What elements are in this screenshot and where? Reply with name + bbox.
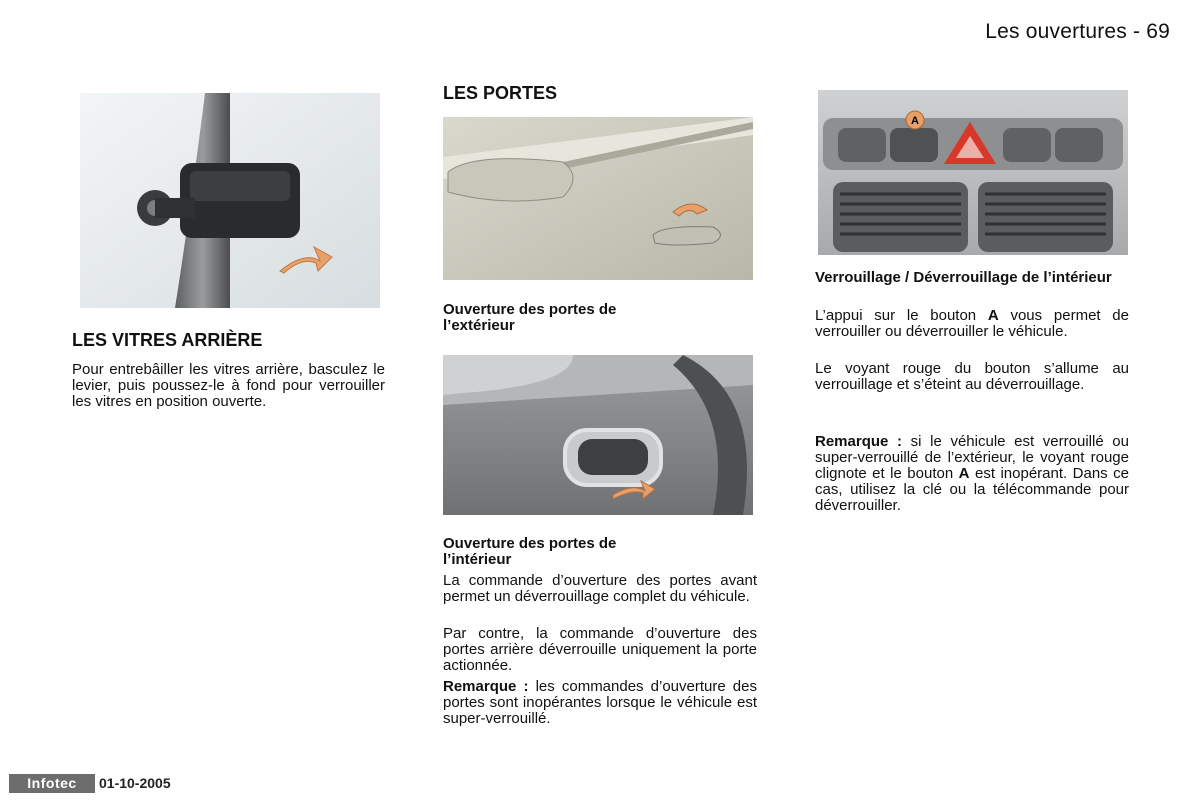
brand-logo: Infotec — [9, 774, 95, 793]
p1-start: L’appui sur le bouton — [815, 307, 988, 324]
rear-windows-heading: LES VITRES ARRIÈRE — [72, 330, 263, 350]
interior-door-handle-image — [443, 355, 753, 515]
exterior-door-handle-image — [443, 117, 753, 280]
remark-label: Remarque : — [443, 678, 529, 695]
p1-button-letter: A — [987, 307, 999, 324]
image-callout-a: A — [911, 115, 919, 127]
central-locking-heading: Verrouillage / Déverrouillage de l’intérieur — [815, 269, 1112, 286]
remark-label: Remarque : — [815, 433, 903, 450]
remark-end: est inopérant. Dans ce cas, utilisez la clé ou la télécommande pour déverrouiller. — [815, 465, 1129, 514]
doors-remark — [443, 679, 757, 727]
remark-start: si le véhicule est verrouillé ou super-verrouillé de l’extérieur, le voyant rouge clignote et le bouton — [815, 433, 1129, 482]
exterior-opening-heading: Ouverture des portes de l’extérieur — [443, 301, 617, 334]
interior-opening-text-1: La commande d’ouverture des portes avant permet un déverrouillage complet du véhicule. — [443, 572, 757, 605]
remark-button-letter: A — [958, 465, 970, 482]
central-locking-text-2: Le voyant rouge du bouton s’allume au verrouillage et s’éteint au déverrouillage. — [815, 360, 1129, 393]
edition-date: 01-10-2005 — [99, 775, 171, 791]
remark-text: les commandes d’ouverture des portes sont inopérantes lorsque le véhicule est super-verrouillé. — [443, 678, 757, 727]
interior-opening-heading: Ouverture des portes de l’intérieur — [443, 535, 617, 568]
p1-end: vous permet de verrouiller ou déverrouiller le véhicule. — [815, 307, 1129, 340]
doors-heading: LES PORTES — [443, 83, 558, 103]
central-locking-remark — [815, 434, 1129, 514]
interior-opening-text-2: Par contre, la commande d’ouverture des portes arrière déverrouille uniquement la porte actionnée. — [443, 625, 757, 674]
rear-windows-text: Pour entrebâiller les vitres arrière, basculez le levier, puis poussez-le à fond pour verrouiller les vitres en position ouverte. — [72, 361, 385, 410]
central-locking-button-image — [818, 90, 1128, 255]
central-locking-text-1 — [815, 308, 1129, 340]
page-header: Les ouvertures - 69 — [985, 20, 1170, 43]
rear-window-lever-image — [80, 93, 380, 308]
